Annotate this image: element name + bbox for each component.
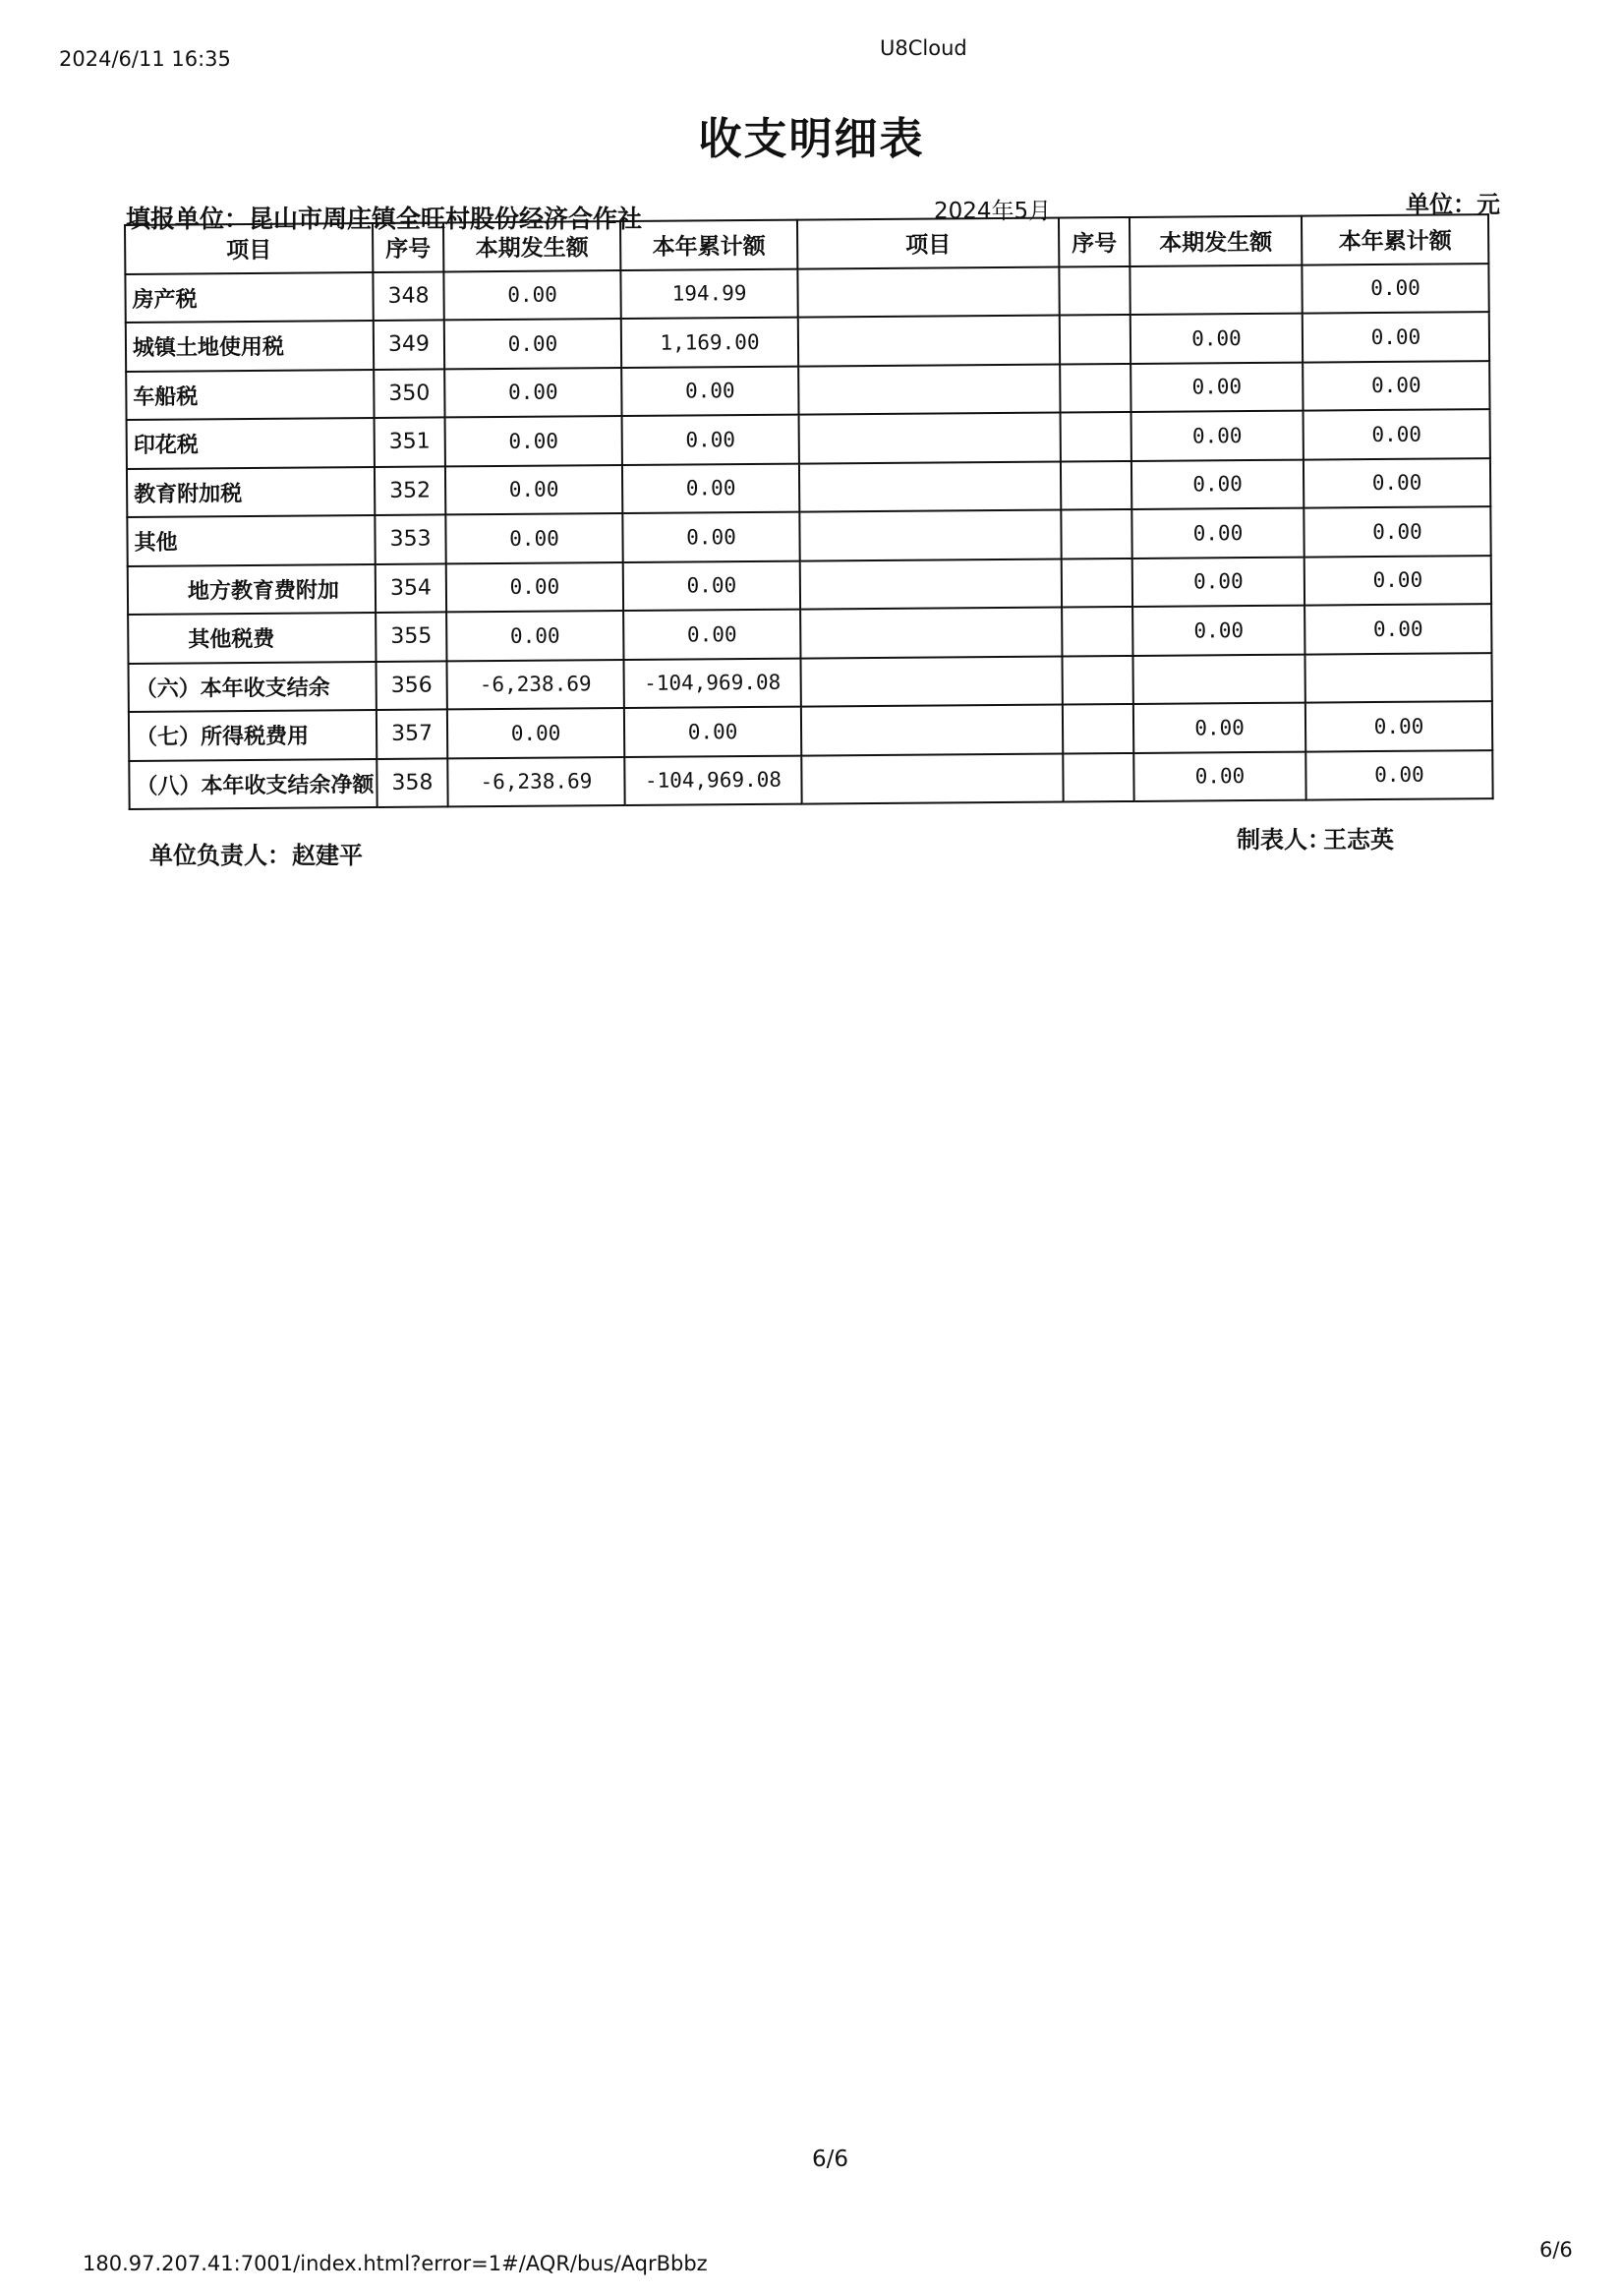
col-header-current-right: 本期发生额 [1130, 216, 1302, 266]
row-seq-right [1061, 460, 1131, 509]
row-seq: 353 [375, 514, 445, 563]
row-item-right [799, 413, 1061, 464]
row-current: 0.00 [443, 270, 620, 321]
row-current: 0.00 [444, 368, 621, 418]
page-url: 180.97.207.41:7001/index.html?error=1#/AQR/bus/AqrBbbz [83, 2252, 708, 2275]
row-ytd-right: 0.00 [1304, 506, 1490, 557]
currency-unit: 单位：元 [1406, 191, 1500, 218]
row-current: 0.00 [444, 319, 621, 369]
row-item-right [800, 608, 1062, 659]
row-ytd-right [1304, 653, 1491, 703]
table-row [129, 750, 1492, 809]
row-ytd: 0.00 [623, 610, 800, 660]
fill-unit: 填报单位：昆山市周庄镇全旺村股份经济合作社 [126, 205, 643, 233]
row-ytd-right: 0.00 [1305, 701, 1492, 751]
row-ytd: 0.00 [623, 560, 800, 611]
col-header-current: 本期发生额 [443, 221, 620, 271]
row-seq: 358 [377, 758, 447, 807]
col-header-ytd: 本年累计额 [620, 220, 797, 270]
row-seq-right [1060, 315, 1130, 364]
row-current-right: 0.00 [1131, 411, 1304, 461]
row-current: 0.00 [446, 562, 623, 613]
row-item: 教育附加税 [127, 467, 375, 517]
row-seq: 351 [375, 417, 445, 466]
report-period: 2024年5月 [934, 199, 1052, 224]
row-seq-right [1060, 363, 1130, 412]
row-item-right [797, 266, 1059, 318]
row-seq: 355 [376, 612, 446, 661]
col-header-seq: 序号 [373, 222, 443, 271]
row-ytd-right: 0.00 [1304, 604, 1491, 654]
row-seq-right [1059, 265, 1130, 315]
row-ytd-right: 0.00 [1303, 312, 1489, 362]
row-item-right [798, 364, 1060, 415]
row-seq: 348 [373, 271, 443, 321]
unit-leader-name: 赵建平 [292, 842, 363, 869]
row-seq: 354 [376, 563, 446, 613]
row-current: 0.00 [445, 416, 622, 466]
row-item: 印花税 [127, 418, 375, 468]
row-item-right [800, 656, 1062, 707]
row-ytd-right: 0.00 [1302, 264, 1488, 314]
row-current-right [1132, 654, 1304, 704]
row-ytd-right: 0.00 [1303, 361, 1489, 411]
row-item: 城镇土地使用税 [126, 321, 374, 371]
row-current-right: 0.00 [1132, 606, 1304, 656]
row-ytd-right: 0.00 [1304, 556, 1491, 606]
row-ytd: 194.99 [620, 268, 797, 319]
col-header-ytd-right: 本年累计额 [1302, 214, 1488, 265]
row-ytd: 1,169.00 [621, 318, 798, 368]
row-seq-right [1061, 412, 1131, 461]
row-ytd-right: 0.00 [1304, 409, 1490, 459]
row-item-right [798, 316, 1060, 367]
row-item: （七）所得税费用 [129, 710, 377, 760]
row-seq: 356 [376, 661, 446, 710]
page-number-corner: 6/6 [1539, 2238, 1573, 2262]
row-item-right [799, 461, 1061, 512]
print-date: 2024/6/11 16:35 [59, 47, 231, 71]
row-item: （六）本年收支结余 [129, 661, 377, 711]
preparer-label: 制表人： [1237, 826, 1331, 854]
row-seq-right [1062, 655, 1132, 704]
income-expense-table [124, 213, 1494, 810]
row-current-right: 0.00 [1133, 751, 1305, 801]
col-header-item-right: 项目 [797, 218, 1059, 269]
row-seq-right [1063, 752, 1133, 801]
row-current-right: 0.00 [1130, 314, 1303, 364]
row-item-right [801, 753, 1063, 804]
row-seq: 350 [374, 369, 444, 418]
row-item: 地方教育费附加 [128, 564, 376, 615]
row-ytd: 0.00 [624, 707, 801, 757]
row-item-right [800, 559, 1062, 610]
report-table-wrapper [124, 213, 1492, 810]
row-ytd: 0.00 [622, 415, 799, 465]
col-header-item: 项目 [125, 223, 373, 273]
row-seq-right [1061, 509, 1131, 559]
row-current: 0.00 [447, 708, 624, 758]
row-current-right: 0.00 [1130, 362, 1303, 412]
row-seq: 352 [375, 466, 445, 515]
row-seq-right [1063, 704, 1133, 753]
row-ytd: 0.00 [622, 463, 799, 513]
row-current-right: 0.00 [1131, 459, 1304, 509]
app-name: U8Cloud [880, 36, 967, 60]
row-item: （八）本年收支结余净额 [129, 758, 377, 808]
row-item: 房产税 [125, 272, 373, 323]
row-current-right: 0.00 [1132, 557, 1304, 607]
row-item: 车船税 [126, 370, 374, 420]
row-ytd-right: 0.00 [1305, 750, 1492, 800]
row-ytd: 0.00 [622, 512, 799, 562]
preparer-name: 王志英 [1323, 826, 1394, 854]
row-seq: 357 [377, 709, 447, 758]
row-seq: 349 [374, 320, 444, 369]
row-item-right [801, 705, 1063, 756]
row-current: 0.00 [445, 465, 622, 515]
row-item: 其他 [127, 515, 375, 565]
row-current-right [1130, 265, 1302, 315]
row-ytd: -104,969.08 [623, 658, 800, 708]
row-seq-right [1062, 558, 1132, 607]
row-seq-right [1062, 607, 1132, 656]
report-title: 收支明细表 [698, 114, 925, 164]
row-ytd: 0.00 [621, 366, 798, 416]
row-ytd-right: 0.00 [1304, 458, 1490, 508]
row-current: 0.00 [446, 611, 623, 661]
row-current: -6,238.69 [447, 757, 624, 807]
page-number: 6/6 [812, 2147, 849, 2172]
row-item: 其他税费 [128, 613, 376, 663]
row-current-right: 0.00 [1131, 508, 1304, 559]
col-header-seq-right: 序号 [1059, 217, 1130, 266]
row-current-right: 0.00 [1133, 703, 1305, 753]
unit-leader-label: 单位负责人： [149, 842, 291, 869]
row-ytd: -104,969.08 [624, 755, 801, 805]
row-current: -6,238.69 [446, 660, 623, 710]
row-current: 0.00 [445, 513, 622, 563]
row-item-right [799, 510, 1061, 561]
